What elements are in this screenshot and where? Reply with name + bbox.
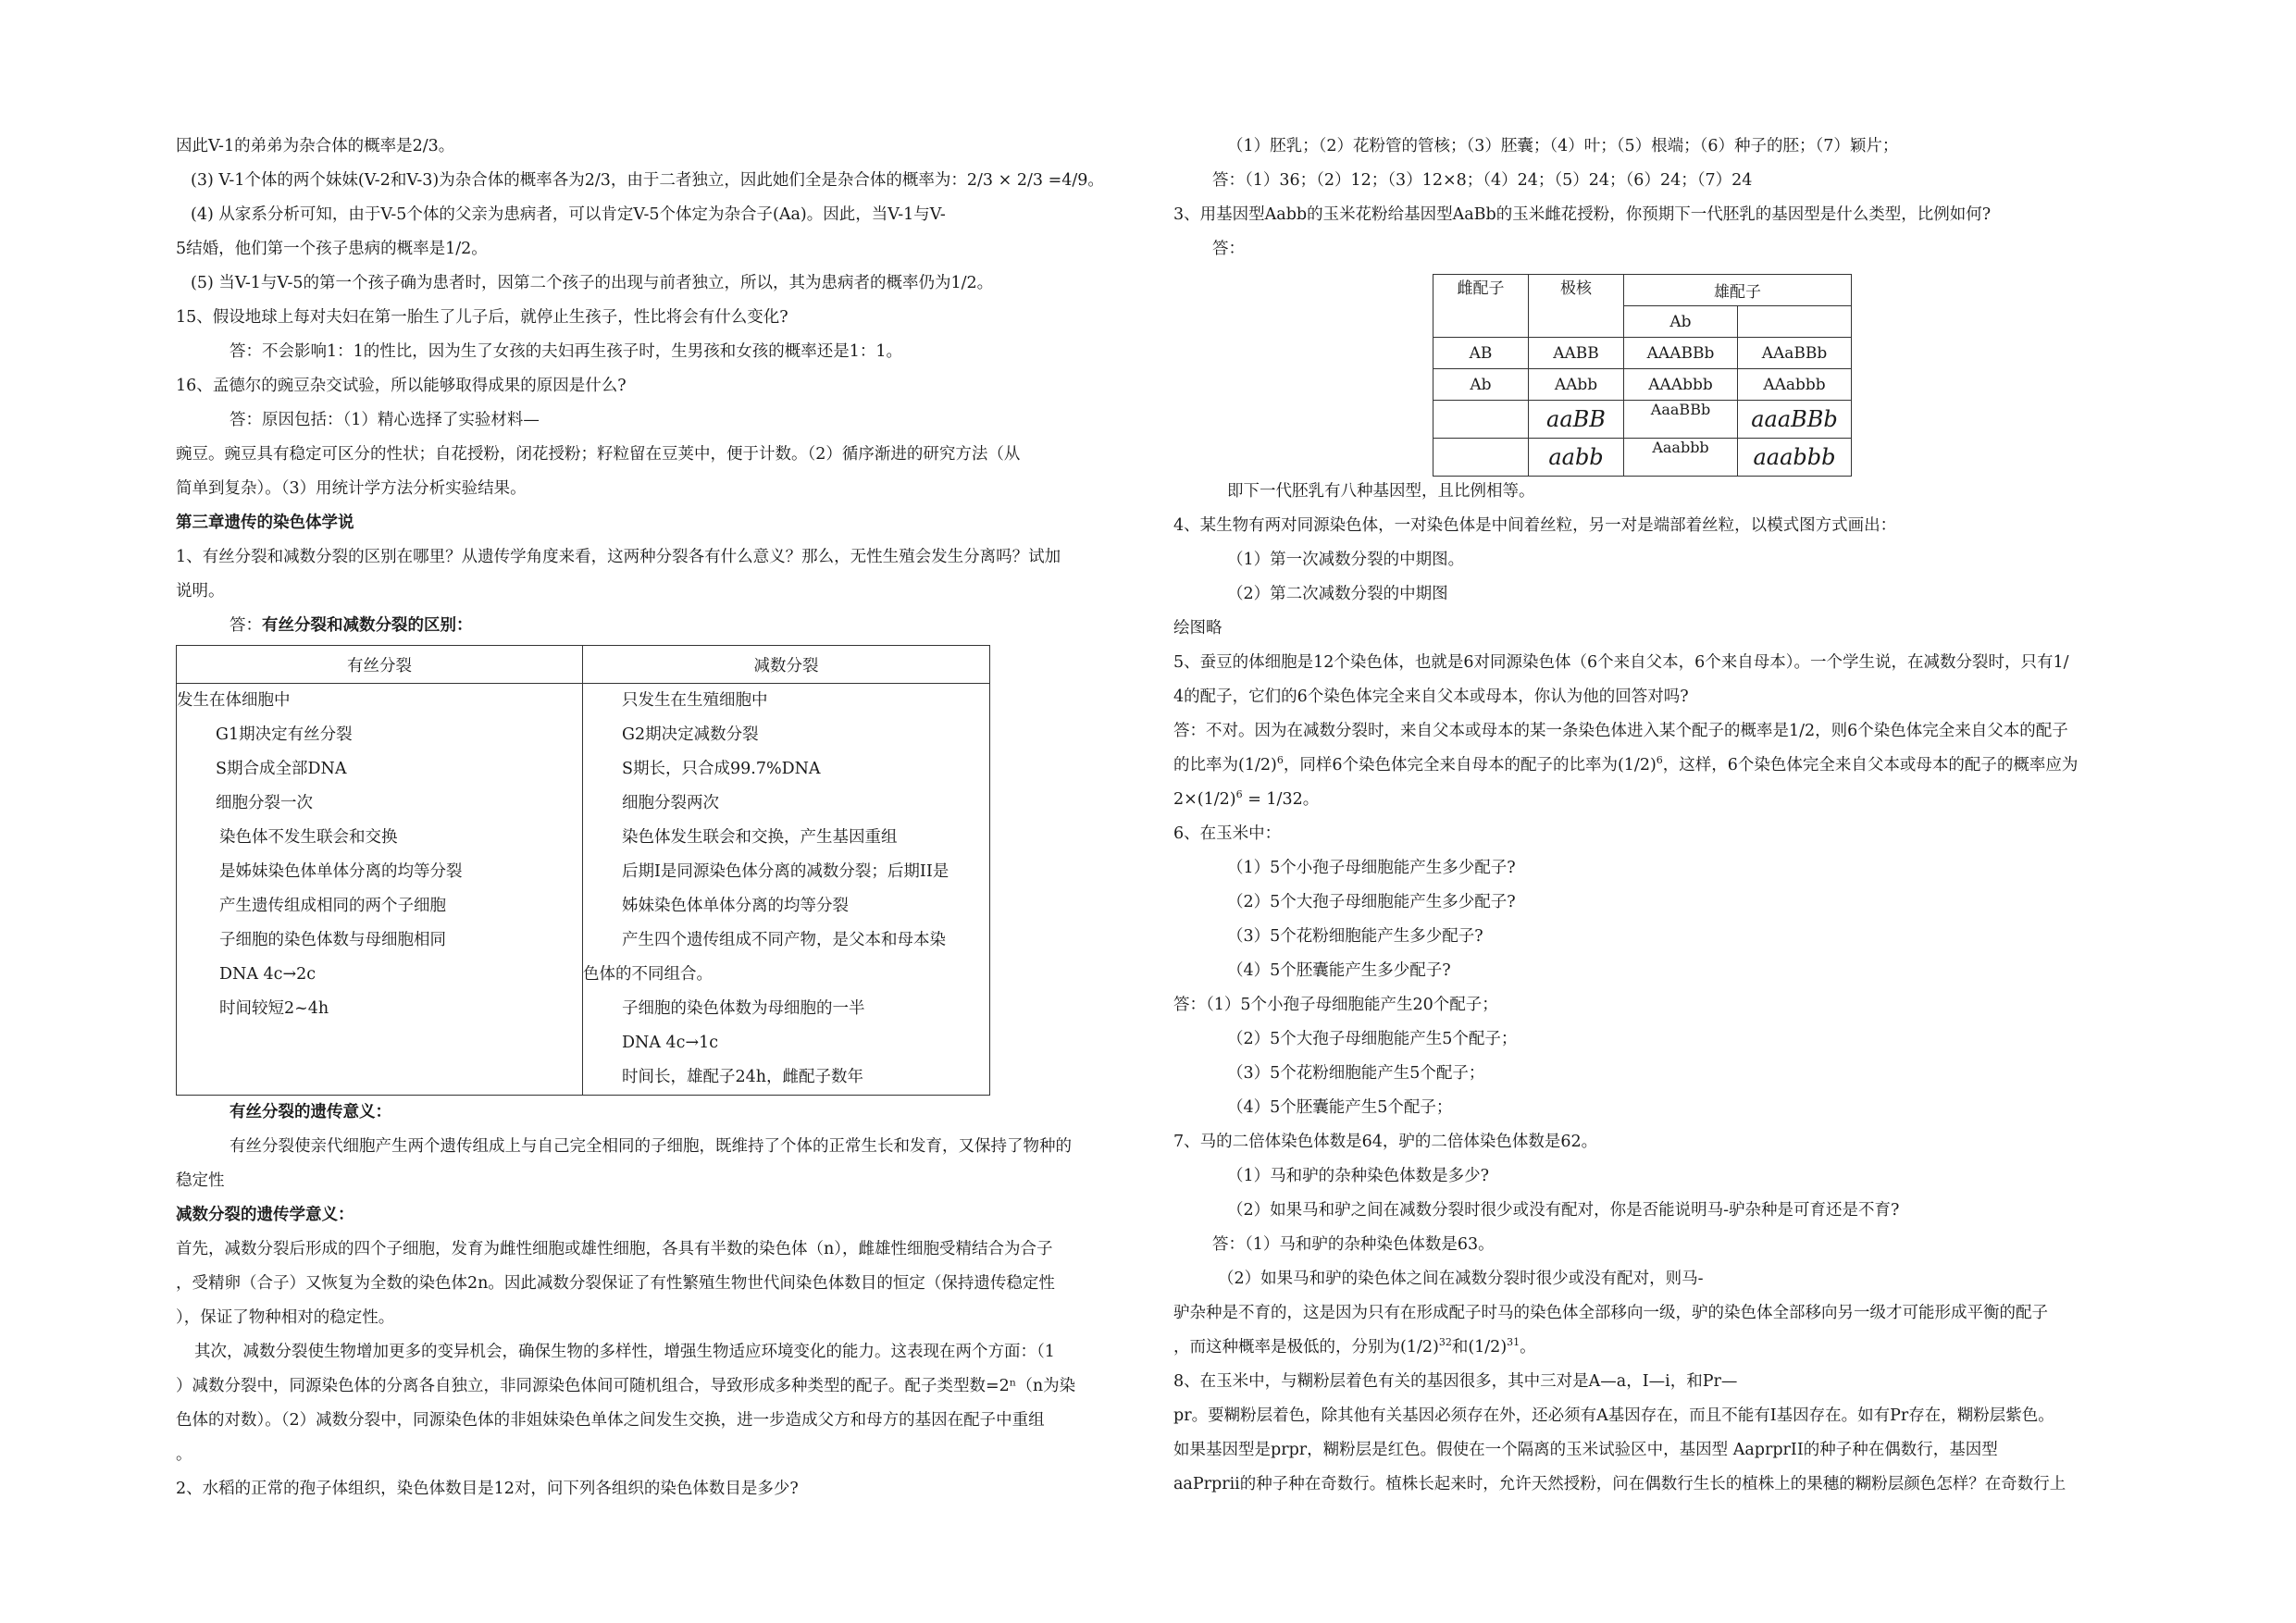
meiosis-cell (583, 684, 990, 1096)
header-empty (1738, 306, 1852, 338)
list-item: （3）5个花粉细胞能产生5个配子； (1227, 1064, 1485, 1083)
paragraph: (5) 当V-1与V-5的第一个孩子确为患者时，因第二个孩子的出现与前者独立，所以，其为患病者的概率仍为1/2。 (191, 274, 994, 292)
answer-3-conclusion: 即下一代胚乳有八种基因型，且比例相等。 (1227, 482, 1535, 501)
list-item: （4）5个胚囊能产生5个配子； (1227, 1098, 1453, 1117)
spacer (177, 1026, 582, 1060)
cell (1433, 401, 1529, 439)
text-run: 和(1/2) (1451, 1338, 1508, 1357)
paragraph: 首先，减数分裂后形成的四个子细胞，发育为雌性细胞或雄性细胞，各具有半数的染色体（n），雌雄性细胞受精结合为合子 (176, 1240, 1053, 1258)
list-item: （1）第一次减数分裂的中期图。 (1227, 551, 1465, 569)
cell: AAaBBb (1738, 338, 1852, 369)
list-item: 染色体不发生联会和交换 (219, 828, 398, 847)
question-15: 15、假设地球上每对夫妇在第一胎生了儿子后，就停止生孩子，性比将会有什么变化? (176, 308, 788, 327)
list-item: 产生四个遗传组成不同产物，是父本和母本染 (622, 931, 946, 949)
question-8-cont: 如果基因型是prpr，糊粉层是红色。假使在一个隔离的玉米试验区中，基因型 AaprprII的种子种在偶数行，基因型 (1173, 1441, 1998, 1459)
paragraph: (3) V-1个体的两个妹妹(V-2和V-3)为杂合体的概率各为2/3，由于二者独立，因此她们全是杂合体的概率为：2/3 × 2/3 =4/9。 (191, 171, 1104, 190)
right-column (1173, 130, 2127, 1502)
header-male-gamete: 雄配子 (1624, 275, 1852, 306)
answer-16-cont: 豌豆。豌豆具有稳定可区分的性状；自花授粉，闭花授粉；籽粒留在豆荚中，便于计数。（2）循序渐进的研究方法（从 (176, 445, 1021, 464)
list-item: 后期I是同源染色体分离的减数分裂；后期II是 (622, 862, 949, 881)
question-1-cont: 说明。 (176, 582, 225, 601)
paragraph: 因此V-1的弟弟为杂合体的概率是2/3。 (176, 137, 455, 155)
paragraph: ）减数分裂中，同源染色体的分离各自独立，非同源染色体间可随机组合，导致形成多种类型的配子。配子类型数=2ⁿ（n为染 (176, 1377, 1076, 1395)
question-8: 8、在玉米中，与糊粉层着色有关的基因很多，其中三对是A—a，I—i，和Pr— (1173, 1372, 1738, 1391)
question-1: 1、有丝分裂和减数分裂的区别在哪里？从遗传学角度来看，这两种分裂各有什么意义？那么，无性生殖会发生分离吗？试加 (176, 548, 1061, 566)
paragraph: 有丝分裂使亲代细胞产生两个遗传组成上与自己完全相同的子细胞，既维持了个体的正常生长和发育，又保持了物种的 (230, 1137, 1072, 1156)
list-item: 子细胞的染色体数为母细胞的一半 (622, 999, 865, 1018)
text-run: 。 (1520, 1338, 1536, 1357)
list-item: 发生在体细胞中 (177, 691, 291, 710)
list-item: （3）5个花粉细胞能产生多少配子? (1227, 927, 1483, 946)
cell: AAbb (1529, 369, 1624, 401)
header-polar-nucleus: 极核 (1529, 275, 1624, 338)
paragraph: (4) 从家系分析可知，由于V-5个体的父亲为患病者，可以肯定V-5个体定为杂合子(Aa)。因此，当V-1与V- (191, 205, 946, 224)
superscript: 6 (1235, 788, 1243, 801)
mitosis-significance-title: 有丝分裂的遗传意义： (230, 1103, 391, 1121)
paragraph: ），保证了物种相对的稳定性。 (176, 1308, 395, 1327)
list-item: （1）胚乳；（2）花粉管的管核；（3）胚囊；（4）叶；（5）根端；（6）种子的胚；（7）颖片； (1227, 137, 1899, 155)
spacer (177, 1060, 582, 1095)
cell: AABB (1529, 338, 1624, 369)
cell: AAABBb (1624, 338, 1738, 369)
cell (1433, 439, 1529, 477)
superscript: 32 (1438, 1336, 1452, 1349)
header-female-gamete: 雌配子 (1433, 275, 1529, 338)
table-header-meiosis: 减数分裂 (583, 646, 990, 684)
cell: aaaBBb (1738, 401, 1852, 439)
cell: AB (1433, 338, 1529, 369)
answer-7-cont: （2）如果马和驴的染色体之间在减数分裂时很少或没有配对，则马- (1218, 1270, 1704, 1288)
answer-prefix: 答： (230, 616, 262, 635)
list-item: G1期决定有丝分裂 (216, 725, 353, 744)
question-16: 16、孟德尔的豌豆杂交试验，所以能够取得成果的原因是什么? (176, 377, 627, 395)
list-item: （2）5个大孢子母细胞能产生5个配子； (1227, 1030, 1518, 1048)
text-run: = 1/32。 (1242, 790, 1320, 809)
text-run: ，这样，6个染色体完全来自父本或母本的配子的概率应为 (1662, 756, 2079, 774)
cell: aabb (1529, 439, 1624, 477)
list-item: 细胞分裂两次 (622, 794, 719, 812)
answer-5-cont (1173, 749, 2127, 783)
list-item: S期长，只合成99.7%DNA (622, 760, 821, 778)
list-item: （4）5个胚囊能产生多少配子? (1227, 961, 1451, 980)
list-item: （1）5个小孢子母细胞能产生多少配子? (1227, 859, 1516, 877)
table-header-mitosis: 有丝分裂 (177, 646, 583, 684)
cell: Aaabbb (1624, 439, 1738, 477)
question-8-cont: pr。要糊粉层着色，除其他有关基因必须存在外，还必须有A基因存在，而且不能有Ⅰ基因存在。如有Pr存在，糊粉层紫色。 (1173, 1406, 2054, 1425)
question-8-cont: aaPrprii的种子种在奇数行。植株长起来时，允许天然授粉，问在偶数行生长的植株上的果穗的糊粉层颜色怎样？在奇数行上 (1173, 1475, 2066, 1493)
answer-7-cont (1173, 1331, 2127, 1365)
question-2: 2、水稻的正常的孢子体组织，染色体数目是12对，问下列各组织的染色体数目是多少? (176, 1480, 799, 1498)
list-item: DNA 4c→2c (219, 965, 316, 984)
chapter-heading: 第三章遗传的染色体学说 (176, 514, 354, 532)
cell: AAAbbb (1624, 369, 1738, 401)
mitosis-meiosis-table (176, 645, 990, 1096)
list-item: 姊妹染色体单体分离的均等分裂 (622, 897, 849, 915)
left-column (176, 130, 1138, 1506)
meiosis-significance-title: 减数分裂的遗传学意义： (176, 1206, 354, 1224)
list-item: S期合成全部DNA (216, 760, 347, 778)
answer-16-cont: 简单到复杂）。（3）用统计学方法分析实验结果。 (176, 479, 527, 498)
paragraph: ，受精卵（合子）又恢复为全数的染色体2n。因此减数分裂保证了有性繁殖生物世代间染色体数目的恒定（保持遗传稳定性 (176, 1274, 1055, 1293)
paragraph: 其次，减数分裂使生物增加更多的变异机会，确保生物的多样性，增强生物适应环境变化的能力。这表现在两个方面：（1 (194, 1343, 1055, 1361)
cell: aaabbb (1738, 439, 1852, 477)
header-male-gamete-ab: Ab (1624, 306, 1738, 338)
mitosis-cell (177, 684, 583, 1096)
answer-1-heading (176, 609, 1138, 643)
superscript: 6 (1656, 754, 1663, 767)
answer-4: 绘图略 (1173, 619, 1222, 638)
paragraph: 。 (176, 1445, 192, 1464)
list-item: G2期决定减数分裂 (622, 725, 759, 744)
answer-16: 答：原因包括：（1）精心选择了实验材料— (230, 411, 540, 429)
answer-3: 答： (1212, 240, 1245, 258)
answer-2: 答：（1）36；（2）12；（3）12×8；（4）24；（5）24；（6）24；（7）24 (1212, 171, 1753, 190)
list-item: 色体的不同组合。 (583, 965, 713, 984)
answer-5: 答：不对。因为在减数分裂时，来自父本或母本的某一条染色体进入某个配子的概率是1/2，则6个染色体完全来自父本的配子 (1173, 722, 2068, 740)
comparison-heading: 有丝分裂和减数分裂的区别： (262, 616, 473, 635)
genotype-table (1433, 274, 1852, 477)
question-6: 6、在玉米中： (1173, 824, 1282, 843)
list-item: （2）5个大孢子母细胞能产生多少配子? (1227, 893, 1516, 911)
question-5: 5、蚕豆的体细胞是12个染色体，也就是6对同源染色体（6个来自父本，6个来自母本）。一个学生说，在减数分裂时，只有1/ (1173, 653, 2069, 672)
question-3: 3、用基因型Aabb的玉米花粉给基因型AaBb的玉米雌花授粉，你预期下一代胚乳的基因型是什么类型，比例如何? (1173, 205, 1992, 224)
answer-5-cont (1173, 783, 2127, 817)
paragraph: 色体的对数）。（2）减数分裂中，同源染色体的非姐妹染色单体之间发生交换，进一步造成父方和母方的基因在配子中重组 (176, 1411, 1045, 1430)
list-item: 细胞分裂一次 (216, 794, 313, 812)
answer-7-cont: 驴杂种是不育的，这是因为只有在形成配子时马的染色体全部移向一级，驴的染色体全部移向另一级才可能形成平衡的配子 (1173, 1304, 2048, 1322)
list-item: （1）马和驴的杂种染色体数是多少? (1227, 1167, 1490, 1185)
list-item: 子细胞的染色体数与母细胞相同 (219, 931, 446, 949)
list-item: （2）如果马和驴之间在减数分裂时很少或没有配对，你是否能说明马-驴杂种是可育还是不育? (1227, 1201, 1900, 1220)
text-run: 2×(1/2) (1173, 790, 1236, 809)
superscript: 6 (1276, 754, 1284, 767)
list-item: 只发生在生殖细胞中 (622, 691, 768, 710)
text-run: ，同样6个染色体完全来自母本的配子的比率为(1/2) (1283, 756, 1657, 774)
list-item: 时间长，雄配子24h，雌配子数年 (622, 1068, 864, 1086)
answer-7: 答：（1）马和驴的杂种染色体数是63。 (1212, 1235, 1495, 1254)
list-item: 时间较短2~4h (219, 999, 329, 1018)
superscript: 31 (1507, 1336, 1520, 1349)
cell: Ab (1433, 369, 1529, 401)
list-item: （2）第二次减数分裂的中期图 (1227, 585, 1448, 603)
list-item: DNA 4c→1c (622, 1034, 719, 1052)
cell: aaBB (1529, 401, 1624, 439)
text-run: ，而这种概率是极低的，分别为(1/2) (1173, 1338, 1439, 1357)
answer-6: 答：（1）5个小孢子母细胞能产生20个配子； (1173, 996, 1498, 1014)
paragraph: 稳定性 (176, 1171, 225, 1190)
list-item: 染色体发生联会和交换，产生基因重组 (622, 828, 898, 847)
answer-15: 答：不会影响1：1的性比，因为生了女孩的夫妇再生孩子时，生男孩和女孩的概率还是1：1。 (230, 342, 903, 361)
question-5-cont: 4的配子，它们的6个染色体完全来自父本或母本，你认为他的回答对吗? (1173, 688, 1689, 706)
question-7: 7、马的二倍体染色体数是64，驴的二倍体染色体数是62。 (1173, 1133, 1598, 1151)
list-item: 是姊妹染色体单体分离的均等分裂 (219, 862, 463, 881)
cell: AAabbb (1738, 369, 1852, 401)
cell: AaaBBb (1624, 401, 1738, 439)
list-item: 产生遗传组成相同的两个子细胞 (219, 897, 446, 915)
paragraph: 5结婚，他们第一个孩子患病的概率是1/2。 (176, 240, 488, 258)
text-run: 的比率为(1/2) (1173, 756, 1277, 774)
question-4: 4、某生物有两对同源染色体，一对染色体是中间着丝粒，另一对是端部着丝粒，以模式图方式画出： (1173, 516, 1897, 535)
